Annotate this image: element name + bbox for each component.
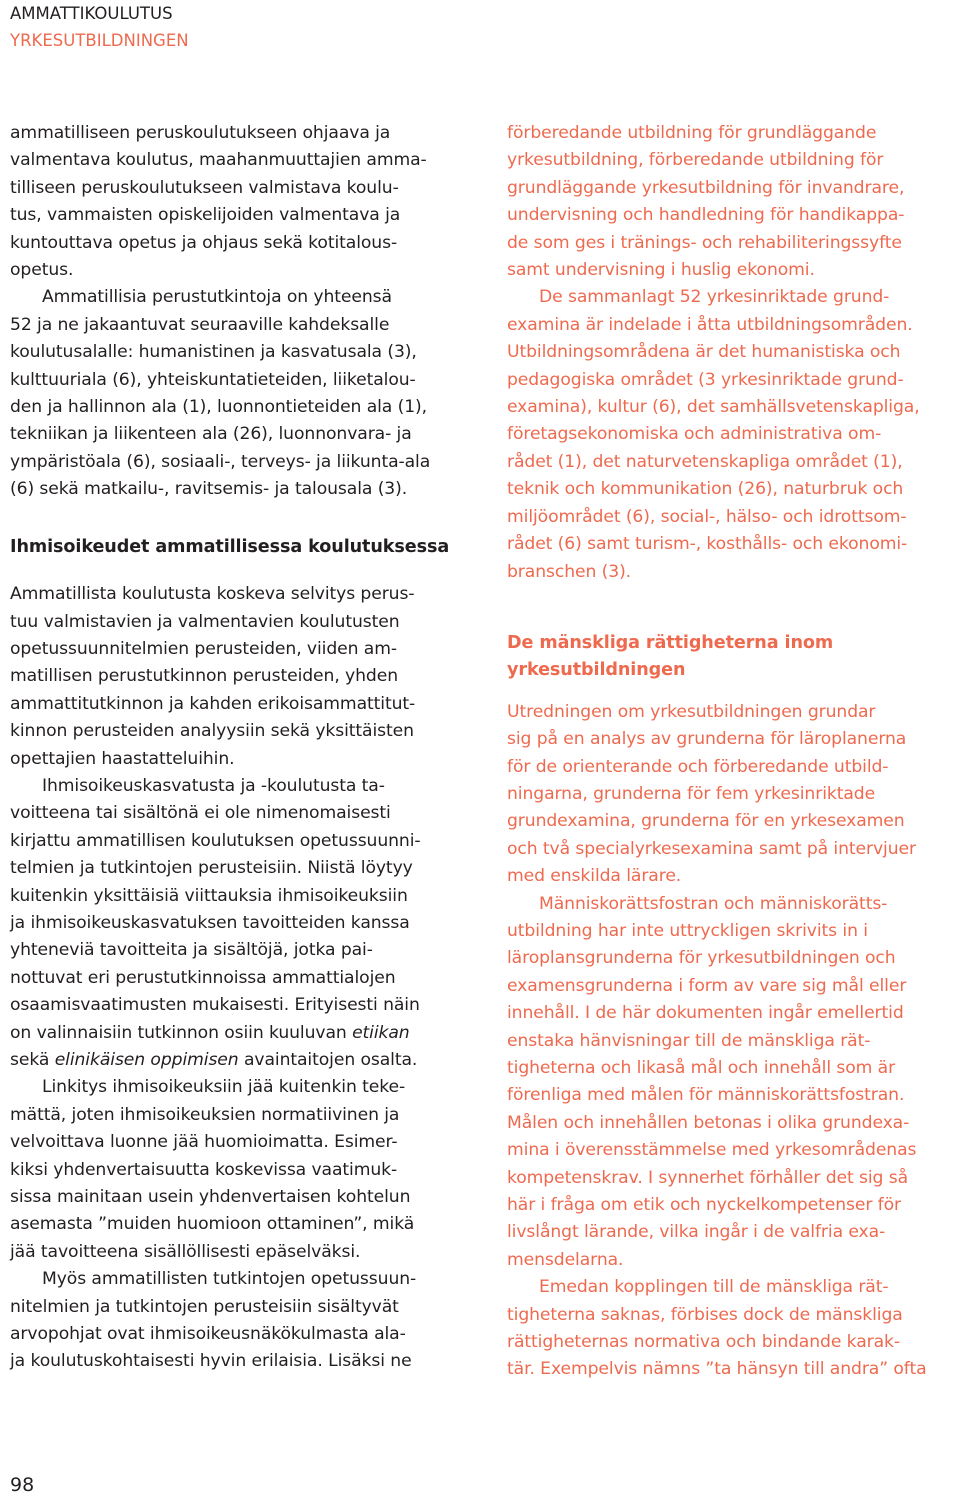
- header-title-finnish: AMMATTIKOULUTUS: [10, 4, 173, 23]
- paragraph-sv-5: Emedan kopplingen till de mänskliga rät- tigheterna saknas, förbises dock de mänskliga rättigheternas normativa och bindande karak- tär. Exempelvis nämns ”ta hänsyn till andra” ofta: [507, 1277, 927, 1380]
- section-heading-fi: Ihmisoikeudet ammatillisessa koulutuksessa: [10, 536, 450, 557]
- paragraph-fi-3: Ammatillista koulutusta koskeva selvitys perus- tuu valmistavien ja valmentavien koulutusten opetussuunnitelmien perusteiden, viiden am- matillisen perustutkinnon perusteiden, yhden ammattitutkinnon ja kahden erikoisammattitut- kinnon perusteiden analyysiin sekä yksittäisten opettajien haastatteluihin.: [10, 584, 416, 769]
- section-heading-sv: De mänskliga rättigheterna inom yrkesutbildningen: [507, 632, 834, 681]
- paragraph-sv-2: De sammanlagt 52 yrkesinriktade grund- examina är indelade i åtta utbildningsområden. Utbildningsområdena är det humanistiska och pedagogiska området (3 yrkesinriktade grund- examina), kultur (6), det samhällsvetenskapliga, företagsekonomiska och administrativa om- rådet (1), det naturvetenskapliga området (1), teknik och kommunikation (26), naturbruk och miljöområdet (6), social-, hälso- och idrottsom- rådet (6) samt turism-, kosthålls- och ekonomi- branschen (3).: [507, 287, 920, 582]
- page-number: 98: [10, 1474, 35, 1496]
- paragraph-fi-6: Myös ammatillisten tutkintojen opetussuun- nitelmien ja tutkintojen perusteisiin sisältyvät arvopohjat ovat ihmisoikeusnäkökulmasta ala- ja koulutuskohtaisesti hyvin erilaisia. Lisäksi ne: [10, 1269, 417, 1372]
- paragraph-sv-1: förberedande utbildning för grundläggande yrkesutbildning, förberedande utbildning för grundläggande yrkesutbildning för invandrare, undervisning och handledning för handikappa- de som ges i tränings- och rehabiliteringssyfte samt undervisning i huslig ekonomi.: [507, 123, 905, 281]
- swedish-column: [507, 120, 957, 1384]
- finnish-column: [10, 120, 460, 1376]
- paragraph-sv-3: Utredningen om yrkesutbildningen grundar sig på en analys av grunderna för läroplanerna för de orienterande och förberedande utbild- ningarna, grunderna för fem yrkesinriktade grundexamina, grunderna för en yrkesexamen och två specialyrkesexamina samt på intervjuer med enskilda lärare.: [507, 701, 916, 887]
- running-header: [10, 0, 189, 54]
- header-title-swedish: YRKESUTBILDNINGEN: [10, 31, 189, 50]
- paragraph-fi-1: ammatilliseen peruskoulutukseen ohjaava ja valmentava koulutus, maahanmuuttajien amma- tilliseen peruskoulutukseen valmistava koulu- tus, vammaisten opiskelijoiden valmentava ja kuntouttava opetus ja ohjaus sekä kotitalous- opetus.: [10, 123, 427, 281]
- paragraph-fi-4: Ihmisoikeuskasvatusta ja -koulutusta ta- voitteena tai sisältönä ei ole nimenomaisesti kirjattu ammatillisen koulutuksen opetussuunni- telmien ja tutkintojen perusteisiin. Niistä löytyy kuitenkin yksittäisiä viittauksia ihmisoikeuksiin ja ihmisoikeuskasvatuksen tavoitteiden kanssa yhteneviä tavoitteita ja sisältöjä, jotka pai- nottuvat eri perustutkinnoissa ammattialojen osaamisvaatimusten mukaisesti. Erityisesti näin on valinnaisiin tutkinnon osiin kuuluvan etiikan sekä elinikäisen oppimisen avaintaitojen osalta.: [10, 775, 421, 1070]
- paragraph-fi-2: Ammatillisia perustutkintoja on yhteensä 52 ja ne jakaantuvat seuraaville kahdeksalle koulutusalalle: humanistinen ja kasvatusala (3), kulttuuriala (6), yhteiskuntatieteiden, liiketalou- den ja hallinnon ala (1), luonnontieteiden ala (1), tekniikan ja liikenteen ala (26), luonnonvara- ja ympäristöala (6), sosiaali-, terveys- ja liikunta-ala (6) sekä matkailu-, ravitsemis- ja talousala (3).: [10, 287, 431, 500]
- paragraph-sv-4: Människorättsfostran och människorätts- utbildning har inte uttryckligen skrivits in i läroplansgrunderna för yrkesutbildningen och examensgrunderna i form av vare sig mål eller innehåll. I de här dokumenten ingår emellertid enstaka hänvisningar till de mänskliga rät- tigheterna och likaså mål och innehåll som är förenliga med målen för människorättsfostran. Målen och innehållen betonas i olika grundexa- mina i överensstämmelse med yrkesområdenas kompetenskrav. I synnerhet förhåller det sig så här i fråga om etik och nyckelkompetenser för livslångt lärande, vilka ingår i de valfria exa- mensdelarna.: [507, 893, 917, 1270]
- paragraph-fi-5: Linkitys ihmisoikeuksiin jää kuitenkin teke- mättä, joten ihmisoikeuksien normatiivinen ja velvoittava luonne jää huomioimatta. Esimer- kiksi yhdenvertaisuutta koskevissa vaatimuk- sissa mainitaan usein yhdenvertaisen kohtelun asemasta ”muiden huomioon ottaminen”, mikä jää tavoitteena sisällöllisesti epäselväksi.: [10, 1077, 415, 1262]
